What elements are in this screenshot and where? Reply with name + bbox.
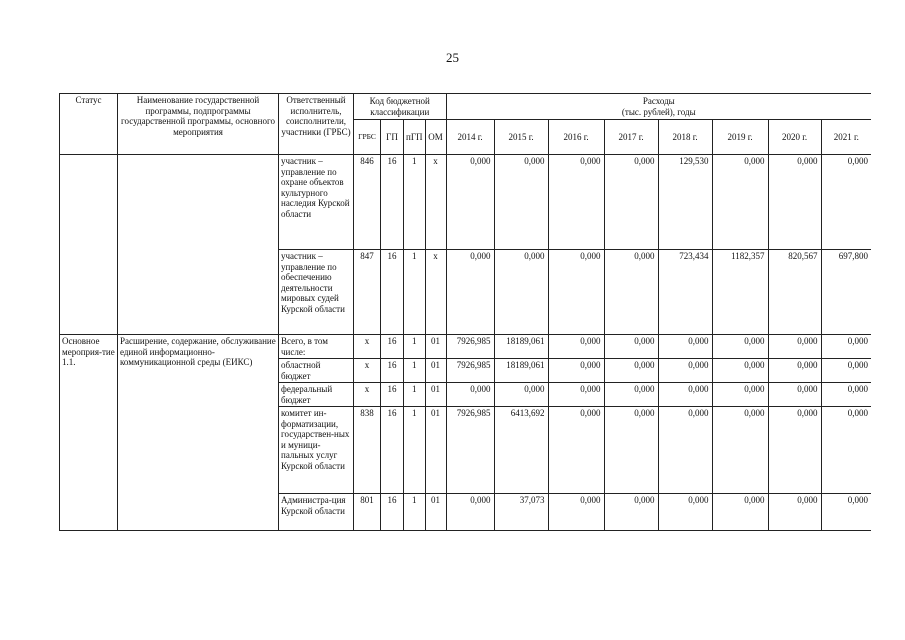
cell-2015: 6413,692 (494, 407, 548, 494)
cell-2020: 0,000 (768, 407, 821, 494)
cell-2017: 0,000 (604, 407, 658, 494)
header-pgp: пГП (404, 120, 426, 155)
cell-gp: 16 (381, 494, 404, 531)
header-budget-code: Код бюджетной классификации (354, 94, 447, 120)
cell-2019: 0,000 (712, 383, 768, 407)
header-grbs: ГРБС (354, 120, 381, 155)
header-executor: Ответственный исполнитель, соисполнители, участники (ГРБС) (279, 94, 354, 155)
cell-name: Расширение, содержание, обслуживание единой информационно-коммуникационной среды (ЕИКС) (118, 335, 279, 531)
cell-2016: 0,000 (548, 250, 604, 335)
cell-2016: 0,000 (548, 359, 604, 383)
header-gp: ГП (381, 120, 404, 155)
cell-gp: 16 (381, 383, 404, 407)
cell-2020: 0,000 (768, 494, 821, 531)
cell-om: 01 (425, 494, 446, 531)
cell-executor: Всего, в том числе: (279, 335, 354, 359)
cell-2020: 0,000 (768, 383, 821, 407)
cell-2019: 0,000 (712, 359, 768, 383)
cell-name (118, 155, 279, 335)
cell-executor: федеральный бюджет (279, 383, 354, 407)
header-year-2018: 2018 г. (658, 120, 712, 155)
cell-grbs: 846 (354, 155, 381, 250)
cell-grbs: х (354, 383, 381, 407)
cell-2018: 0,000 (658, 383, 712, 407)
cell-2021: 0,000 (821, 383, 871, 407)
cell-2014: 7926,985 (446, 359, 494, 383)
cell-gp: 16 (381, 250, 404, 335)
cell-2017: 0,000 (604, 494, 658, 531)
cell-om: х (425, 155, 446, 250)
cell-2017: 0,000 (604, 359, 658, 383)
cell-2018: 0,000 (658, 335, 712, 359)
cell-2017: 0,000 (604, 155, 658, 250)
cell-gp: 16 (381, 359, 404, 383)
header-year-2017: 2017 г. (604, 120, 658, 155)
budget-table (59, 93, 871, 531)
page-number: 25 (446, 50, 459, 65)
header-status: Статус (60, 94, 118, 155)
cell-om: 01 (425, 359, 446, 383)
cell-2021: 697,800 (821, 250, 871, 335)
cell-2017: 0,000 (604, 250, 658, 335)
cell-2021: 0,000 (821, 494, 871, 531)
cell-executor: областной бюджет (279, 359, 354, 383)
cell-2015: 18189,061 (494, 359, 548, 383)
cell-pgp: 1 (404, 383, 426, 407)
header-expenses (446, 94, 871, 120)
cell-2019: 0,000 (712, 155, 768, 250)
cell-2019: 0,000 (712, 494, 768, 531)
cell-status: Основное мероприя-тие 1.1. (60, 335, 118, 531)
cell-2021: 0,000 (821, 359, 871, 383)
cell-2018: 0,000 (658, 407, 712, 494)
cell-2019: 0,000 (712, 335, 768, 359)
cell-2015: 0,000 (494, 383, 548, 407)
header-year-2015: 2015 г. (494, 120, 548, 155)
cell-2020: 820,567 (768, 250, 821, 335)
cell-2015: 0,000 (494, 250, 548, 335)
cell-gp: 16 (381, 407, 404, 494)
cell-2016: 0,000 (548, 335, 604, 359)
cell-om: 01 (425, 407, 446, 494)
cell-2014: 0,000 (446, 383, 494, 407)
cell-gp: 16 (381, 335, 404, 359)
cell-grbs: х (354, 335, 381, 359)
cell-2019: 0,000 (712, 407, 768, 494)
cell-2017: 0,000 (604, 383, 658, 407)
header-year-2019: 2019 г. (712, 120, 768, 155)
cell-2021: 0,000 (821, 407, 871, 494)
header-year-2021: 2021 г. (821, 120, 871, 155)
cell-2016: 0,000 (548, 494, 604, 531)
cell-pgp: 1 (404, 494, 426, 531)
table-row (60, 155, 872, 250)
cell-executor: комитет ин-форматизации, государствен-ных и муници-пальных услуг Курской области (279, 407, 354, 494)
cell-om: х (425, 250, 446, 335)
cell-pgp: 1 (404, 359, 426, 383)
cell-grbs: 847 (354, 250, 381, 335)
cell-2015: 0,000 (494, 155, 548, 250)
cell-2018: 129,530 (658, 155, 712, 250)
cell-2014: 7926,985 (446, 335, 494, 359)
header-om: ОМ (425, 120, 446, 155)
cell-2018: 0,000 (658, 494, 712, 531)
header-expenses-title: Расходы (642, 96, 675, 106)
cell-2014: 7926,985 (446, 407, 494, 494)
header-year-2016: 2016 г. (548, 120, 604, 155)
cell-2020: 0,000 (768, 155, 821, 250)
cell-pgp: 1 (404, 407, 426, 494)
cell-grbs: х (354, 359, 381, 383)
cell-grbs: 801 (354, 494, 381, 531)
cell-2019: 1182,357 (712, 250, 768, 335)
cell-pgp: 1 (404, 155, 426, 250)
cell-om: 01 (425, 383, 446, 407)
cell-2014: 0,000 (446, 494, 494, 531)
cell-om: 01 (425, 335, 446, 359)
header-year-2020: 2020 г. (768, 120, 821, 155)
cell-pgp: 1 (404, 250, 426, 335)
cell-executor: участник – управление по охране объектов культурного наследия Курской области (279, 155, 354, 250)
header-expenses-unit: (тыс. рублей), годы (621, 106, 696, 117)
cell-2021: 0,000 (821, 155, 871, 250)
cell-2018: 0,000 (658, 359, 712, 383)
header-year-2014: 2014 г. (446, 120, 494, 155)
table-row (60, 335, 872, 359)
header-name: Наименование государственной программы, подпрограммы государственной программы, основного мероприятия (118, 94, 279, 155)
cell-executor: Администра-ция Курской области (279, 494, 354, 531)
cell-2015: 37,073 (494, 494, 548, 531)
cell-executor: участник – управление по обеспечению деятельности мировых судей Курской области (279, 250, 354, 335)
cell-2016: 0,000 (548, 407, 604, 494)
cell-gp: 16 (381, 155, 404, 250)
cell-2017: 0,000 (604, 335, 658, 359)
cell-pgp: 1 (404, 335, 426, 359)
cell-status (60, 155, 118, 335)
cell-2014: 0,000 (446, 250, 494, 335)
cell-2020: 0,000 (768, 335, 821, 359)
cell-2014: 0,000 (446, 155, 494, 250)
cell-grbs: 838 (354, 407, 381, 494)
cell-2016: 0,000 (548, 155, 604, 250)
cell-2018: 723,434 (658, 250, 712, 335)
cell-2016: 0,000 (548, 383, 604, 407)
cell-2021: 0,000 (821, 335, 871, 359)
cell-2020: 0,000 (768, 359, 821, 383)
cell-2015: 18189,061 (494, 335, 548, 359)
